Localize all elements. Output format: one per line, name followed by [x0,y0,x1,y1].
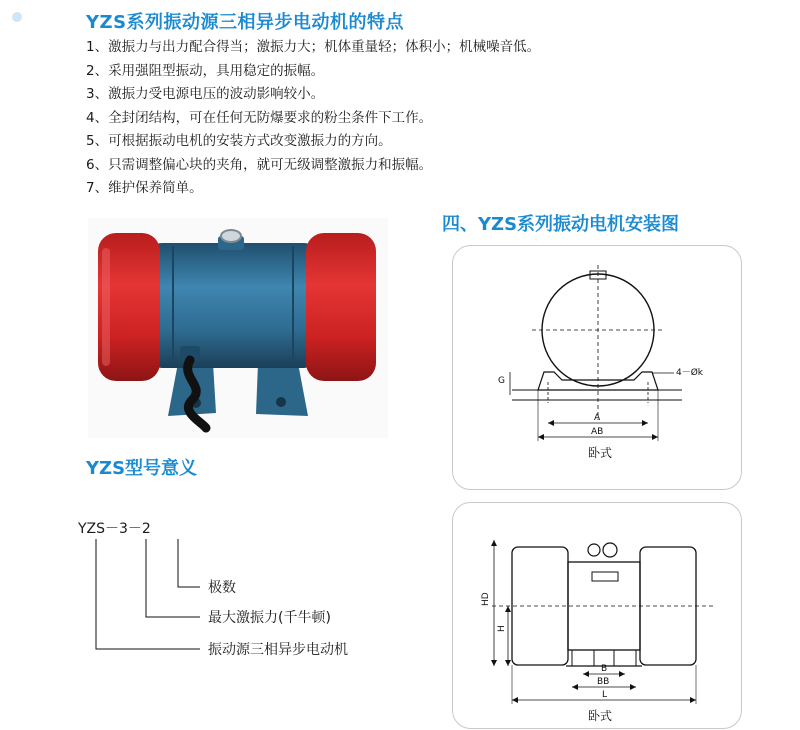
feature-item: 2、采用强阻型振动，具用稳定的振幅。 [86,62,325,79]
dim-label-a: A [594,413,601,423]
model-meaning-poles: 极数 [208,580,236,596]
feature-item: 7、维护保养简单。 [86,180,203,196]
feature-item: 3、激振力受电源电压的波动影响较小。 [86,86,325,102]
features-heading: YZS系列振动源三相异步电动机的特点 [86,12,405,33]
dim-label-g: G [498,376,505,386]
dim-label-h: H [497,625,507,632]
dim-label-hd: HD [481,592,491,606]
features-list [86,36,540,201]
feature-item: 5、可根据振动电机的安装方式改变激振力的方向。 [86,133,392,149]
model-meaning-heading: YZS型号意义 [86,458,198,479]
install-diagram-end-view [452,245,742,490]
model-meaning-max-force: 最大激振力(千牛顿) [208,610,331,626]
diagram2-caption: 卧式 [588,709,613,723]
dim-label-bb: BB [597,677,610,687]
model-meaning-motor-type: 振动源三相异步电动机 [208,642,348,658]
model-code-diagram [60,505,420,675]
corner-dot-decoration [12,12,22,22]
feature-item: 6、只需调整偏心块的夹角，就可无级调整激振力和振幅。 [86,156,433,173]
dim-label-hole: 4－Øk [676,368,704,378]
feature-item: 1、激振力与出力配合得当；激振力大；机体重量轻；体积小；机械噪音低。 [86,39,541,55]
dim-label-ab: AB [591,427,604,437]
dim-label-b: B [601,664,608,674]
model-code: YZS－3－2 [78,521,151,537]
vibration-motor-photo [88,218,388,438]
dim-label-l: L [602,690,608,700]
diagram1-caption: 卧式 [588,446,613,460]
install-diagram-side-view [452,502,742,730]
feature-item: 4、全封闭结构，可在任何无防爆要求的粉尘条件下工作。 [86,109,433,126]
install-diagram-heading: 四、YZS系列振动电机安装图 [442,214,680,235]
